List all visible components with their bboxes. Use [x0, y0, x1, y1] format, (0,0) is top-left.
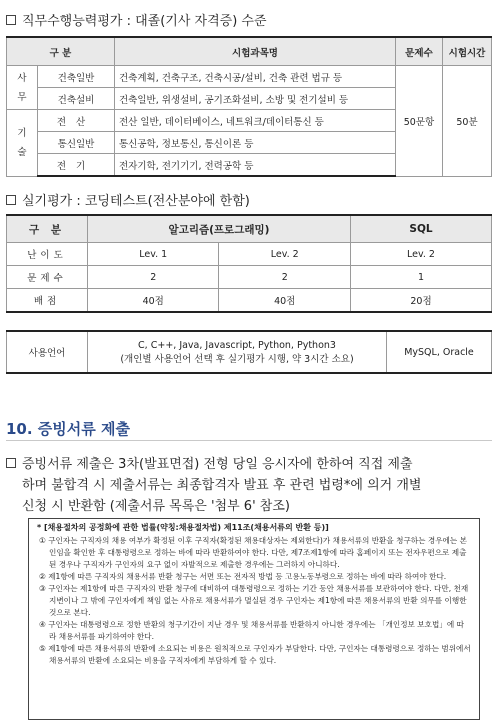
- cell-sql: 1: [351, 266, 492, 289]
- heading-divider: [6, 440, 492, 441]
- paragraph-line-1: 증빙서류 제출은 3차(발표면접) 전형 당일 응시자에 한하여 직접 제출: [22, 457, 413, 472]
- checkbox-icon: [6, 458, 16, 468]
- header-algorithm: 알고리즘(프로그래밍): [88, 215, 351, 243]
- table-row: [7, 243, 492, 266]
- header-sql: SQL: [351, 215, 492, 243]
- row-subjects: 통신공학, 정보통신, 통신이론 등: [115, 132, 396, 154]
- law-title: * [채용절차의 공정화에 관한 법률(약칭:채용절차법) 제11조(채용서류의 반환 등)]: [37, 523, 329, 532]
- law-item: ④ 구인자는 대통령령으로 정한 반환의 청구기간이 지난 경우 및 채용서류를 반환하지 아니한 경우에는 「개인정보 보호법」에 따라 채용서류를 파기하여야 한다.: [39, 620, 464, 641]
- checkbox-icon: [6, 15, 16, 25]
- law-item: ② 제1항에 따른 구직자의 채용서류 반환 청구는 서면 또는 전자적 방법 등 고용노동부령으로 정하는 바에 따라 하여야 한다.: [39, 572, 447, 581]
- law-item: ③ 구인자는 제1항에 따른 구직자의 반환 청구에 대비하여 대통령령으로 정하는 기간 동안 채용서류를 보관하여야 한다. 다만, 천재지변이나 그 밖에 구인자에게 책임 없는 사유로 채용서류가 멸실된 경우 구인자는 제1항에 따른 채용서류의 반환 의무를 이행한 것으로 본다.: [39, 584, 469, 617]
- cell-algo-2: Lev. 2: [219, 243, 351, 266]
- table-row: [7, 331, 492, 373]
- section-title-text: 실기평가 : 코딩테스트(전산분야에 한함): [22, 194, 250, 209]
- row-sub: 전기: [38, 154, 115, 177]
- row-subjects: 건축계획, 건축구조, 건축시공/설비, 건축 관련 법규 등: [115, 66, 396, 88]
- section-title-written: [6, 10, 267, 29]
- law-excerpt-box: [28, 518, 480, 720]
- table-row: [7, 266, 492, 289]
- row-subjects: 전자기학, 전기기기, 전력공학 등: [115, 154, 396, 177]
- table-row: [7, 66, 492, 88]
- section-heading-documents: 10. 증빙서류 제출: [6, 420, 130, 438]
- table-header-row: [7, 37, 492, 66]
- section-title-practical: [6, 190, 250, 209]
- row-sub: 건축일반: [38, 66, 115, 88]
- table-header-row: [7, 215, 492, 243]
- paragraph-line-2: 하며 불합격 시 제출서류는 최종합격자 발표 후 관련 법령*에 의거 개별: [22, 478, 422, 493]
- group-tech: 기 술: [7, 110, 38, 177]
- cell-algo-2: 40점: [219, 289, 351, 313]
- paragraph-line-3: 신청 시 반환함 (제출서류 목록은 '첨부 6' 참조): [22, 499, 290, 514]
- law-item: ⑤ 제1항에 따른 채용서류의 반환에 소요되는 비용은 원칙적으로 구인자가 부담한다. 다만, 구인자는 대통령령으로 정하는 범위에서 채용서류의 반환에 소요되는 비용을 구직자에게 부담하게 할 수 있다.: [39, 644, 471, 665]
- table-row: [7, 289, 492, 313]
- languages-cell: [88, 331, 387, 373]
- languages-list: C, C++, Java, Javascript, Python, Python3: [138, 339, 336, 351]
- row-label: 난이도: [7, 243, 88, 266]
- cell-algo-1: 40점: [88, 289, 219, 313]
- header-category: 구 분: [7, 37, 115, 66]
- cell-algo-1: Lev. 1: [88, 243, 219, 266]
- row-label: 배점: [7, 289, 88, 313]
- section-title-text: 직무수행능력평가 : 대졸(기사 자격증) 수준: [22, 14, 267, 29]
- count-cell: 50문항: [396, 66, 443, 177]
- row-sub: 통신일반: [38, 132, 115, 154]
- row-label: 문제수: [7, 266, 88, 289]
- header-time: 시험시간: [443, 37, 492, 66]
- time-cell: 50분: [443, 66, 492, 177]
- row-subjects: 전산 일반, 데이터베이스, 네트워크/데이터통신 등: [115, 110, 396, 132]
- header-subjects: 시험과목명: [115, 37, 396, 66]
- coding-test-table: [6, 214, 492, 313]
- row-subjects: 건축일반, 위생설비, 공기조화설비, 소방 및 전기설비 등: [115, 88, 396, 110]
- header-category: 구 분: [7, 215, 88, 243]
- cell-algo-2: 2: [219, 266, 351, 289]
- languages-note: (개인별 사용언어 선택 후 실기평가 시행, 약 3시간 소요): [120, 353, 354, 365]
- cell-algo-1: 2: [88, 266, 219, 289]
- sql-languages: MySQL, Oracle: [387, 331, 492, 373]
- cell-sql: 20점: [351, 289, 492, 313]
- header-count: 문제수: [396, 37, 443, 66]
- group-admin: 사 무: [7, 66, 38, 110]
- cell-sql: Lev. 2: [351, 243, 492, 266]
- documents-paragraph: [6, 454, 492, 517]
- checkbox-icon: [6, 195, 16, 205]
- languages-table: [6, 330, 492, 374]
- languages-label: 사용언어: [7, 331, 88, 373]
- law-item: ① 구인자는 구직자의 채용 여부가 확정된 이후 구직자(확정된 채용대상자는 제외한다)가 채용서류의 반환을 청구하는 경우에는 본인임을 확인한 후 대통령령으로 정하는 바에 따라 반환하여야 한다. 다만, 제7조제1항에 따라 홈페이지 또는 전자우편으로 제출된 경우나 구직자가 구인자의 요구 없이 자발적으로 제출한 경우에는 그러하지 아니하다.: [39, 536, 467, 569]
- row-sub: 전산: [38, 110, 115, 132]
- row-sub: 건축설비: [38, 88, 115, 110]
- written-exam-table: [6, 36, 492, 177]
